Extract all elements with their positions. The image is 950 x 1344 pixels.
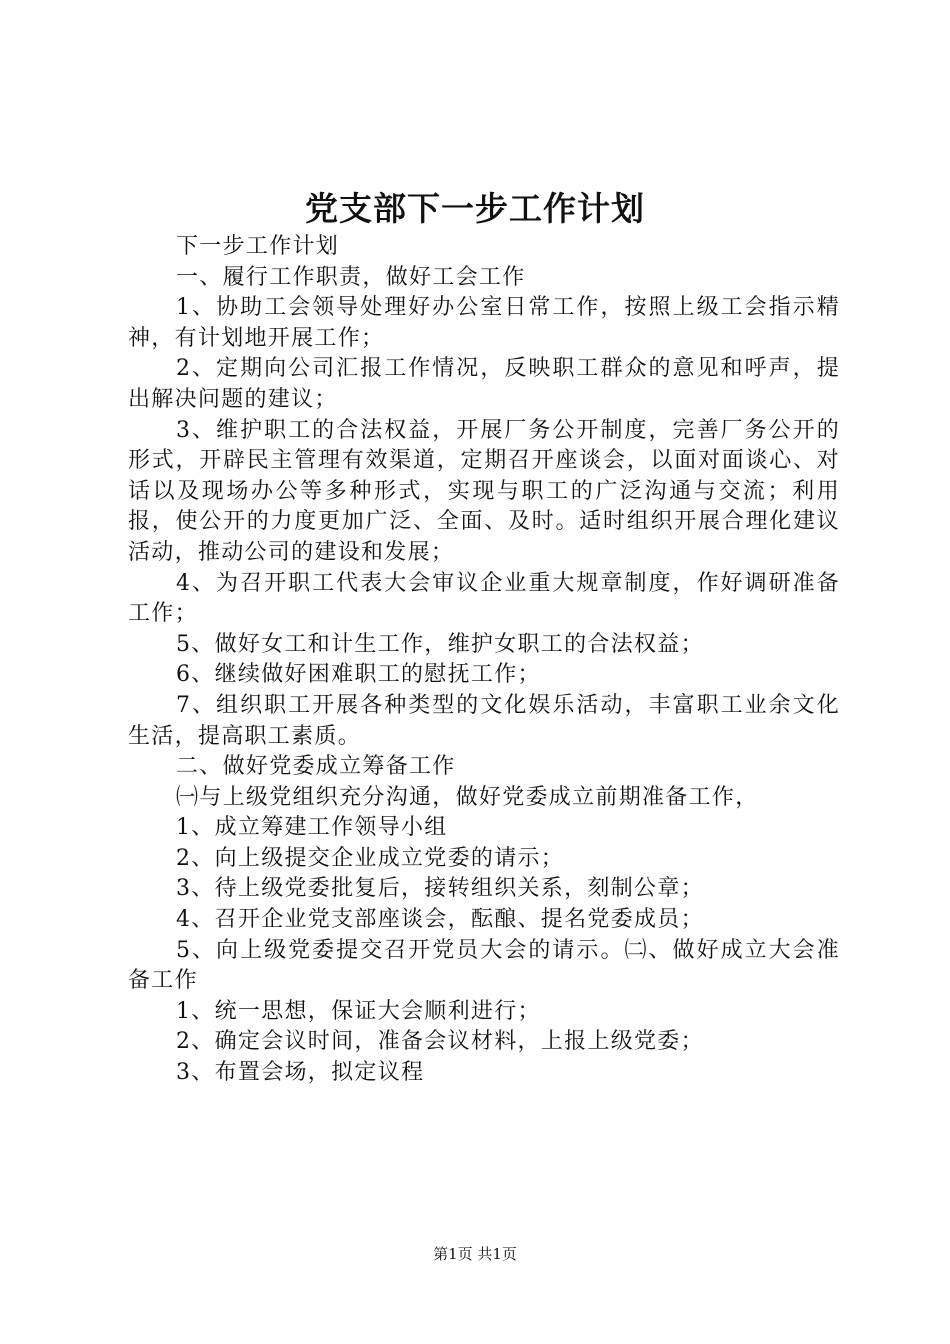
list-item: 4、召开企业党支部座谈会，酝酿、提名党委成员；	[176, 907, 704, 933]
list-item: 1、协助工会领导处理好办公室日常工作，按照上级工会指示精神，有计划地开展工作；	[128, 295, 840, 351]
list-item: 3、布置会场，拟定议程	[176, 1060, 425, 1086]
list-item: 2、确定会议时间，准备会议材料，上报上级党委；	[176, 1029, 704, 1055]
subsection-heading: ㈠与上级党组织充分沟通，做好党委成立前期准备工作，	[176, 784, 759, 810]
list-item: 7、组织职工开展各种类型的文化娱乐活动，丰富职工业余文化生活，提高职工素质。	[128, 692, 840, 749]
page-footer: 第1页 共1页	[433, 1245, 517, 1263]
list-item: 3、待上级党委批复后，接转组织关系，刻制公章；	[176, 876, 704, 902]
document-title: 党支部下一步工作计划	[305, 189, 645, 228]
list-item: 3、维护职工的合法权益，开展厂务公开制度，完善厂务公开的形式，开辟民主管理有效渠道，定期召开座谈会，以面对面谈心、对话以及现场办公等多种形式，实现与职工的广泛沟通与交流；利用报，使公开的力度更加广泛、全面、及时。适时组织开展合理化建议活动，推动公司的建设和发展；	[128, 417, 840, 565]
list-item: 5、做好女工和计生工作，维护女职工的合法权益；	[176, 631, 704, 657]
paragraph: 下一步工作计划	[176, 234, 340, 259]
list-item: 6、继续做好困难职工的慰抚工作；	[176, 662, 541, 688]
list-item: 5、向上级党委提交召开党员大会的请示。㈡、做好成立大会准备工作	[128, 937, 840, 994]
document-body	[128, 232, 840, 1089]
list-item: 2、向上级提交企业成立党委的请示；	[176, 845, 565, 871]
list-item: 1、统一思想，保证大会顺利进行；	[176, 998, 541, 1024]
list-item: 2、定期向公司汇报工作情况，反映职工群众的意见和呼声，提出解决问题的建议；	[128, 356, 840, 412]
list-item: 1、成立筹建工作领导小组	[176, 815, 448, 841]
section-heading: 一、履行工作职责，做好工会工作	[176, 264, 526, 290]
section-heading: 二、做好党委成立筹备工作	[176, 754, 456, 780]
list-item: 4、为召开职工代表大会审议企业重大规章制度，作好调研准备工作；	[128, 570, 840, 627]
